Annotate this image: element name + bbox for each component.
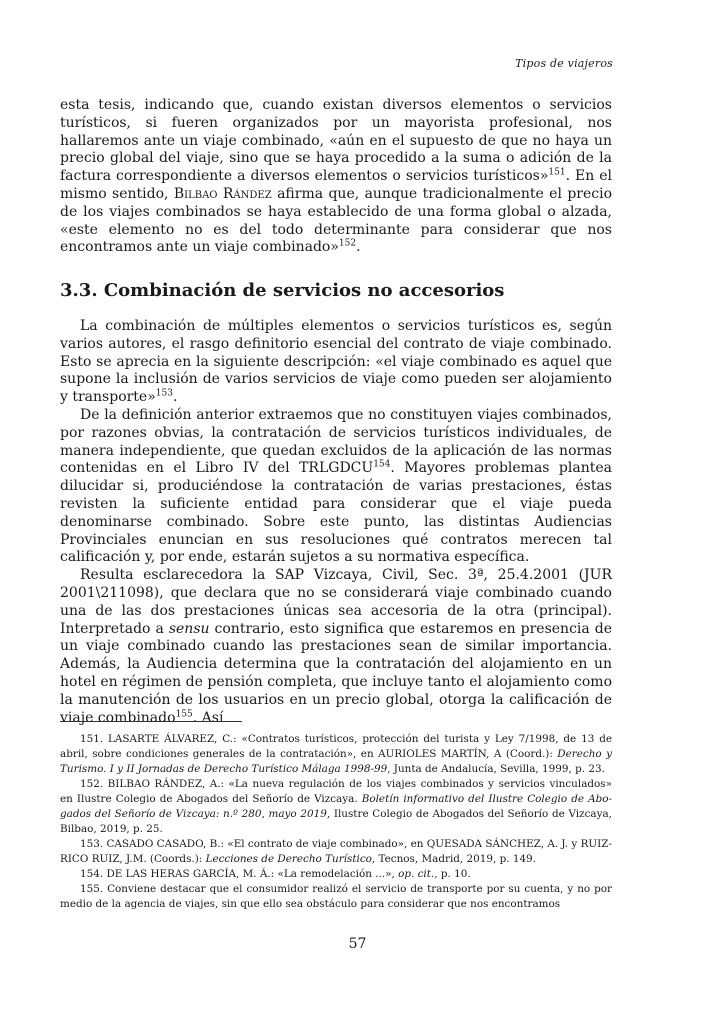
intro-author: Bilbao Rández — [173, 185, 272, 202]
footnote-152 — [60, 777, 612, 837]
footnote-154-text-b: , p. 10. — [434, 868, 471, 880]
footnote-155: 155. Conviene destacar que el consumidor realizó el servicio de transporte por su cuenta, y no por medio de la agencia de viajes, sin que ello sea obstáculo para considerar que nos encontramos — [60, 883, 612, 910]
paragraph-3-text-a: De la definición anterior extraemos que no constituyen viajes combinados, por razones obvias, la contratación de servicios turísticos individuales, de manera independiente, que quedan excluidos de la aplicación de las normas contenidas en el Libro IV del TRLGDCU — [60, 406, 612, 477]
paragraph-2-text: La combinación de múltiples elementos o servicios turísticos es, según varios autores, el rasgo definitorio esencial del contrato de viaje combinado. Esto se aprecia en la siguiente descripción: «el viaje combinado es aquel que supone la inclusión de varios servicios de viaje como pueden ser alojamiento y transporte» — [60, 318, 612, 406]
footnote-153-text-b: , Tecnos, Madrid, 2019, p. 149. — [371, 853, 536, 865]
paragraph-4-text-c: . Así — [192, 709, 224, 726]
section-body — [60, 318, 612, 727]
footnote-153-title: Lecciones de Derecho Turístico — [205, 853, 372, 865]
paragraph-4 — [60, 567, 612, 727]
footnote-ref-153: 153 — [155, 388, 173, 399]
footnote-ref-152: 152 — [338, 238, 357, 249]
footnote-ref-154: 154 — [373, 459, 391, 470]
paragraph-2 — [60, 318, 612, 407]
intro-text-a: esta tesis, indicando que, cuando existan diversos elementos o servicios turísticos, si fueren organizados por un mayorista profesional, nos hallaremos ante un viaje combinado, «aún en el supuesto de que no haya un precio global del viaje, sino que se haya procedido a la suma o adición de la factura correspondiente a diversos elementos o servicios turísticos» — [60, 97, 612, 185]
footnote-151-text-a: 151. LASARTE ÁLVAREZ, C.: «Contratos turísticos, protección del turista y Ley 7/1998, de 13 de abril, sobre condiciones generales de la contratación», en AURIOLES MARTÍN, A (Coord.): — [60, 733, 612, 760]
section-heading: 3.3. Combinación de servicios no accesorios — [60, 280, 505, 301]
footnote-153 — [60, 837, 612, 867]
intro-text-b: . En el mismo sentido, — [60, 168, 613, 202]
footnote-ref-151: 151 — [548, 167, 566, 178]
footnote-151 — [60, 732, 612, 777]
footnotes — [60, 732, 612, 912]
footnote-154-text-a: 154. DE LAS HERAS GARCÍA, M. Á.: «La remodelación ...», — [80, 868, 399, 880]
footnote-divider — [60, 721, 242, 722]
paragraph-4-text-a: Resulta esclarecedora la SAP Vizcaya, Civil, Sec. 3ª, 25.4.2001 (JUR 2001\211098), que declara que no se considerará viaje combinado cuando una de las dos prestaciones únicas sea accesoria de la otra (principal). Interpretado a — [60, 567, 612, 637]
footnote-ref-155: 155 — [175, 708, 193, 719]
intro-text-c: afirma que, aunque tradicionalmente el precio de los viajes combinados se haya establecido de una forma global o alzada, «este elemento no es del todo determinante para considerar que nos encontramos ante un viaje combinado» — [60, 185, 612, 256]
footnote-152-text-a: 152. BILBAO RÁNDEZ, A.: «La nueva regulación de los viajes combinados y servicios vinculados» en Ilustre Colegio de Abogados del Señorío de Vizcaya. — [60, 778, 612, 805]
footnote-152-text-b: , Ilustre Colegio de Abogados del Señorío de Vizcaya, Bilbao, 2019, p. 25. — [60, 808, 612, 835]
intro-paragraph — [60, 97, 612, 257]
intro-text-d: . — [356, 239, 361, 256]
running-header: Tipos de viajeros — [515, 57, 613, 70]
footnote-154-title: op. cit. — [398, 868, 435, 880]
footnote-152-title: Boletín informativo del Ilustre Colegio de Abogados del Señorío de Vizcaya: n.º 280, mayo 2019 — [60, 793, 612, 820]
paragraph-3-text-b: . Mayores problemas plantea dilucidar si, produciéndose la contratación de varias prestaciones, éstas revisten la suficiente entidad para considerar que el viaje pueda denominarse combinado. Sobre este punto, las distintas Audiencias Provinciales enuncian en sus resoluciones qué contratos merecen tal calificación y, por ende, estarán sujetos a su normativa específica. — [60, 460, 612, 566]
page-number: 57 — [348, 936, 367, 952]
paragraph-4-text-b: contrario, esto significa que estaremos en presencia de un viaje combinado cuando las prestaciones sean de similar importancia. Además, la Audiencia determina que la contratación del alojamiento en un hotel en régimen de pensión completa, que incluye tanto el alojamiento como la manutención de los usuarios en un precio global, otorga la calificación de viaje combinado — [60, 620, 612, 726]
footnote-154 — [60, 867, 612, 882]
footnote-153-text-a: 153. CASADO CASADO, B.: «El contrato de viaje combinado», en QUESADA SÁNCHEZ, A. J. y RUIZ-RICO RUIZ, J.M. (Coords.): — [60, 838, 612, 865]
footnote-151-title: Derecho y Turismo. I y II Jornadas de Derecho Turístico Málaga 1998-99 — [60, 748, 612, 775]
paragraph-4-italic: sensu — [168, 620, 210, 637]
footnote-151-text-b: , Junta de Andalucía, Sevilla, 1999, p. 23. — [387, 763, 605, 775]
paragraph-2-end: . — [172, 389, 178, 406]
paragraph-3 — [60, 407, 612, 567]
